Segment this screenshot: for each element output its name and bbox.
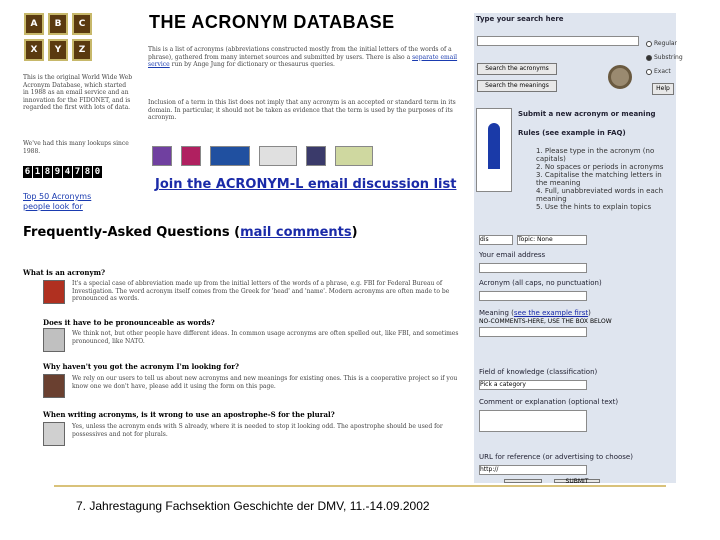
faq-question: Why haven't you got the acronym I'm looking for? [43,362,240,371]
radio-label: Exact [654,68,671,75]
submit-title: Submit a new acronym or meaning [518,110,656,118]
rules-label: Rules (see example in FAQ) [518,129,626,137]
page-title: THE ACRONYM DATABASE [149,12,395,32]
hit-counter [23,166,103,178]
radio-label: Regular [654,40,678,47]
counter-digit: 7 [74,167,81,177]
faq-title [23,225,358,240]
badge-icon[interactable] [335,146,373,166]
counter-digit: 8 [84,167,91,177]
clear-button[interactable] [504,479,542,483]
faq-title-text: Frequently-Asked Questions ( [23,225,241,240]
rule-item: 4. Full, unabbreviated words in each meaning [536,187,664,203]
faq-answer: Yes, unless the acronym ends with S already, where it is needed to stop it looking odd. The apostrophe should be used for possessives and not for plurals. [72,423,443,438]
rule-item: 5. Use the hints to explain topics [536,203,652,211]
search-meanings-button[interactable]: Search the meanings [477,80,557,92]
comment-textarea[interactable] [479,410,587,432]
ribbon-badge-icon[interactable] [476,108,512,192]
logo-letter: C [72,13,92,35]
rule-item: 2. No spaces or periods in acronyms [536,163,664,171]
radio-regular[interactable] [646,40,677,47]
faq-title-text: ) [351,225,358,240]
url-value: http:// [480,466,499,473]
search-input[interactable] [477,36,639,46]
badge-icon[interactable] [181,146,201,166]
faq-question: Does it have to be pronounceable as words? [43,318,215,327]
help-button[interactable]: Help [652,83,674,95]
counter-digit: 0 [94,167,101,177]
badge-icon[interactable] [259,146,297,166]
category-label: Field of knowledge (classification) [479,368,598,376]
radio-label: Substring [654,54,683,61]
mail-comments-link[interactable]: mail comments [240,225,352,240]
topic-select[interactable] [517,235,587,245]
footer-divider [54,485,666,487]
example-link[interactable]: see the example first [513,309,589,317]
url-field[interactable] [479,465,587,475]
badge-icon[interactable] [210,146,250,166]
search-acronyms-button[interactable]: Search the acronyms [477,63,557,75]
lookup-count-note: We've had this many lookups since 1988. [23,140,129,155]
meaning-field[interactable] [479,327,587,337]
meaning-label: Meaning (see the example first) [479,309,591,317]
blue-ribbon-icon [488,123,500,169]
acronym-field[interactable] [479,291,587,301]
meaning-example: NO-COMMENTS-HERE, USE THE BOX BELOW [479,318,612,325]
speaker-icon [43,328,65,352]
radio-exact[interactable] [646,68,671,75]
box-icon [43,374,65,398]
keyboard-icon [43,422,65,446]
meaning-label-text: Meaning [479,309,509,317]
footer-caption: 7. Jahrestagung Fachsektion Geschichte der DMV, 11.-14.09.2002 [76,499,430,513]
email-service-link[interactable]: separate email service [148,53,458,68]
abc-xyz-logo[interactable] [24,13,92,61]
logo-letter: A [24,13,44,35]
faq-answer: We think not, but other people have different ideas. In common usage acronyms are often spelled out, like FBI, and sometimes pronounced, like NATO. [72,330,459,345]
faq-answer: We rely on our users to tell us about new acronyms and new meanings for existing ones. This is a cooperative project so if you know one we don't have, please add it using the form on this page. [72,375,458,390]
top50-link[interactable]: Top 50 Acronyms people look for [23,192,92,211]
select-value: Topic: None [518,236,553,243]
select-value: dis [480,236,489,243]
url-label: URL for reference (or advertising to choose) [479,453,633,461]
intro-paragraph-1 [148,46,464,69]
badge-icon[interactable] [306,146,326,166]
badge-row [152,146,373,166]
intro-text: This is a list of acronyms (abbreviations constructed mostly from the initial letters of the words of a phrase), gathered from many internet sources and submitted by users. There is also a [148,46,452,61]
search-label: Type your search here [476,15,564,23]
left-intro-text: This is the original World Wide Web Acronym Database, which started in 1988 as an email service and an innovation for the FIDONET, and is regarded the first with lots of data. [23,74,133,111]
logo-letter: Y [48,39,68,61]
counter-digit: 8 [44,167,51,177]
select-value: Pick a category [480,381,526,388]
magnifier-icon [608,65,632,89]
faq-answer: It's a special case of abbreviation made up from the initial letters of the words of a phrase, e.g. FBI for Federal Bureau of Investigation. The word acronym itself comes from the Greek for 'head' and 'name'. Modern acronyms are often made to be pronounced as words. [72,280,450,302]
language-select[interactable] [479,235,513,245]
sidebar [474,13,683,485]
counter-digit: 6 [24,167,31,177]
email-label: Your email address [479,251,546,259]
email-field[interactable] [479,263,587,273]
comment-label: Comment or explanation (optional text) [479,398,619,406]
faq-question: When writing acronyms, is it wrong to use an apostrophe-S for the plural? [43,410,335,419]
faq-question: What is an acronym? [23,268,106,277]
book-icon [43,280,65,304]
rules-list [536,147,674,211]
intro-text: run by Ange Jung for dictionary or thesaurus queries. [169,61,335,68]
counter-digit: 1 [34,167,41,177]
intro-paragraph-2: Inclusion of a term in this list does not imply that any acronym is an accepted or standard term in its domain. In particular, it should not be taken as evidence that the term is used by the purposes of its acronym. [148,99,456,121]
radio-substring[interactable] [646,54,683,61]
rule-item: 3. Capitalise the matching letters in the meaning [536,171,662,187]
acronym-label: Acronym (all caps, no punctuation) [479,279,602,287]
logo-letter: X [24,39,44,61]
logo-letter: Z [72,39,92,61]
join-list-link[interactable]: Join the ACRONYM-L email discussion list [155,177,457,192]
counter-digit: 4 [64,167,71,177]
rule-item: 1. Please type in the acronym (no capitals) [536,147,655,163]
counter-digit: 9 [54,167,61,177]
logo-letter: B [48,13,68,35]
submit-button[interactable]: SUBMIT [554,479,600,483]
category-select[interactable] [479,380,587,390]
badge-icon[interactable] [152,146,172,166]
